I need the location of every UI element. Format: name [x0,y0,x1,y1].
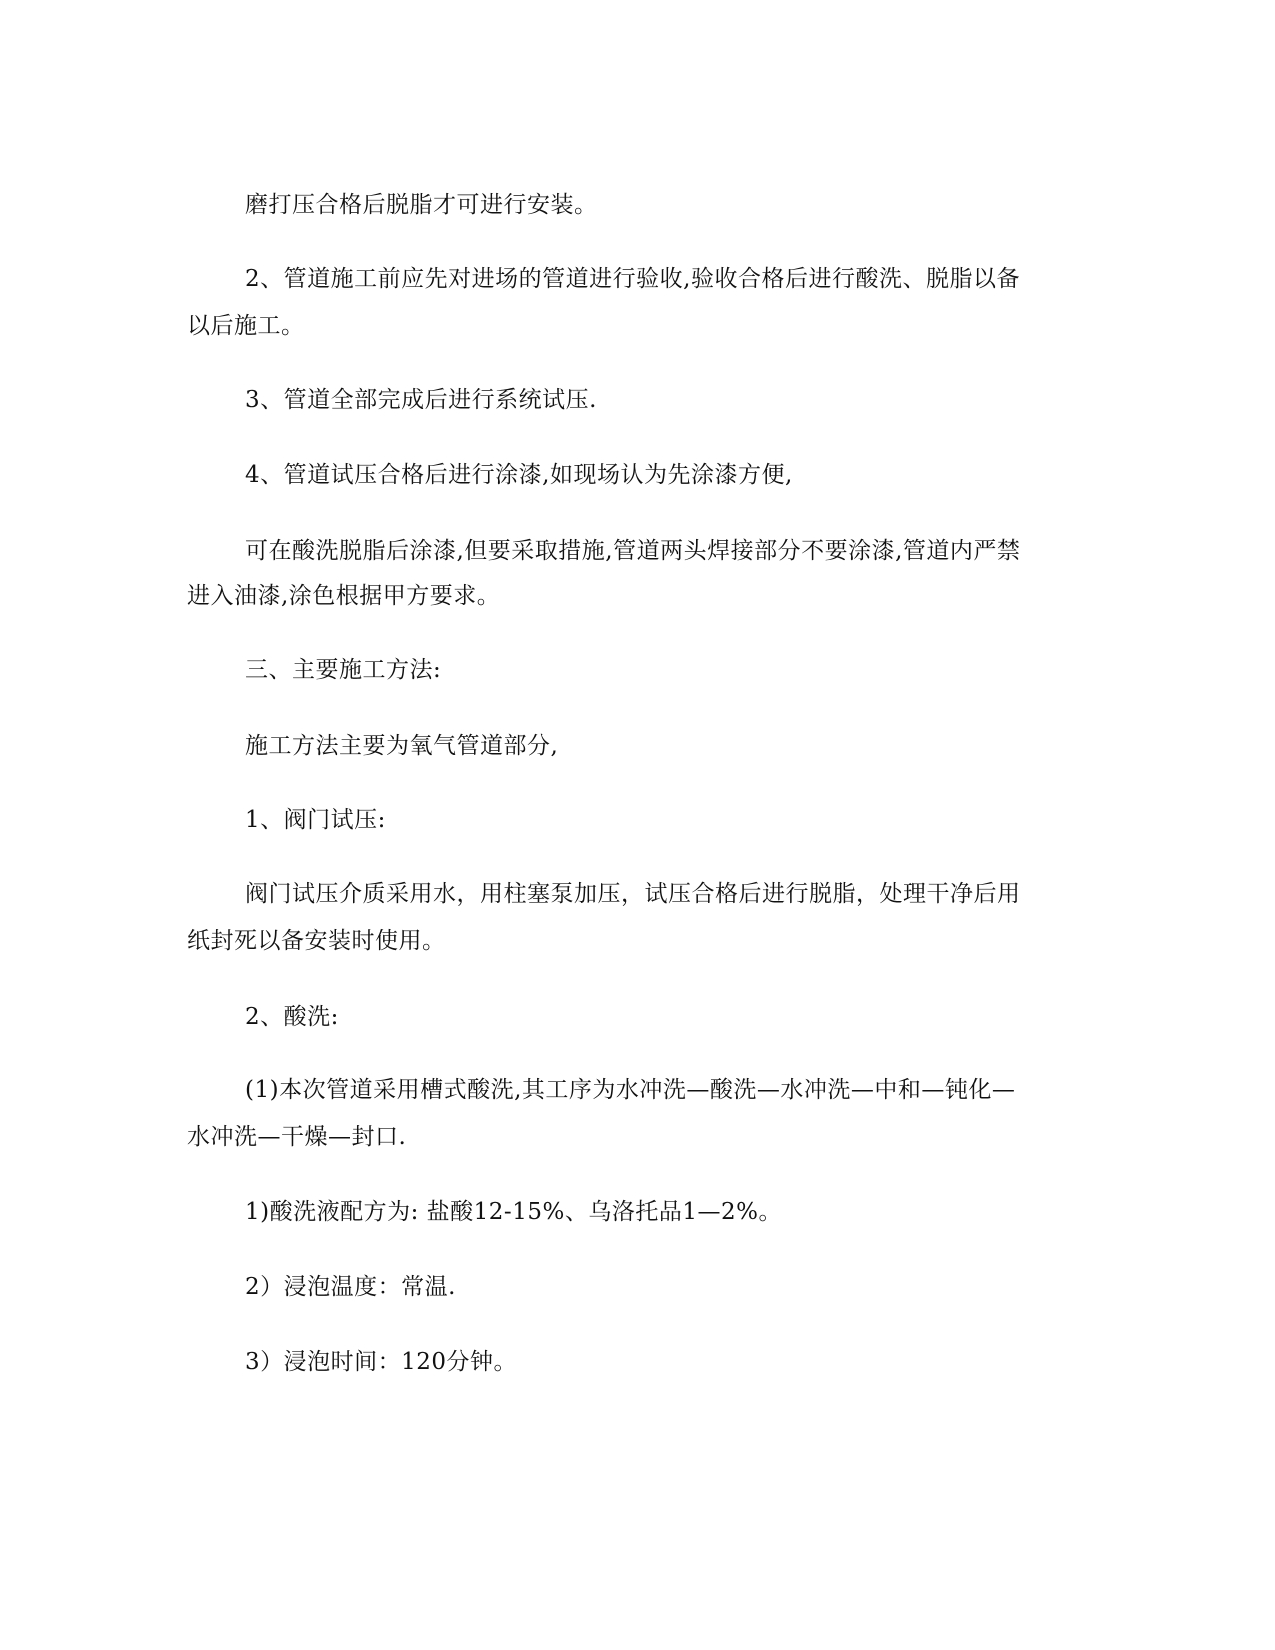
paragraph-line: 4、管道试压合格后进行涂漆,如现场认为先涂漆方便, [245,462,793,488]
paragraph-line: 3、管道全部完成后进行系统试压. [245,387,597,413]
paragraph-line: 以后施工。 [187,313,305,339]
list-item: 1)酸洗液配方为: 盐酸12-15%、乌洛托品1—2%。 [245,1199,782,1225]
subsection-heading: 2、酸洗: [245,1004,339,1030]
paragraph-line: 进入油漆,涂色根据甲方要求。 [187,583,501,609]
subsection-heading: 1、阀门试压: [245,807,386,833]
list-item: 3）浸泡时间：120分钟。 [245,1349,518,1375]
paragraph-line: 水冲洗—干燥—封口. [187,1124,407,1150]
paragraph-line: 可在酸洗脱脂后涂漆,但要采取措施,管道两头焊接部分不要涂漆,管道内严禁 [245,538,1021,564]
paragraph-line: 阀门试压介质采用水，用柱塞泵加压，试压合格后进行脱脂，处理干净后用 [245,881,1021,907]
paragraph-line: 磨打压合格后脱脂才可进行安装。 [245,192,598,218]
list-item: 2）浸泡温度：常温. [245,1274,456,1300]
paragraph-line: 施工方法主要为氧气管道部分, [245,733,559,759]
paragraph-line: 2、管道施工前应先对进场的管道进行验收,验收合格后进行酸洗、脱脂以备 [245,266,1020,292]
section-heading: 三、主要施工方法: [245,657,442,683]
paragraph-line: 纸封死以备安装时使用。 [187,928,446,954]
paragraph-line: (1)本次管道采用槽式酸洗,其工序为水冲洗—酸洗—水冲洗—中和—钝化— [245,1077,1016,1103]
